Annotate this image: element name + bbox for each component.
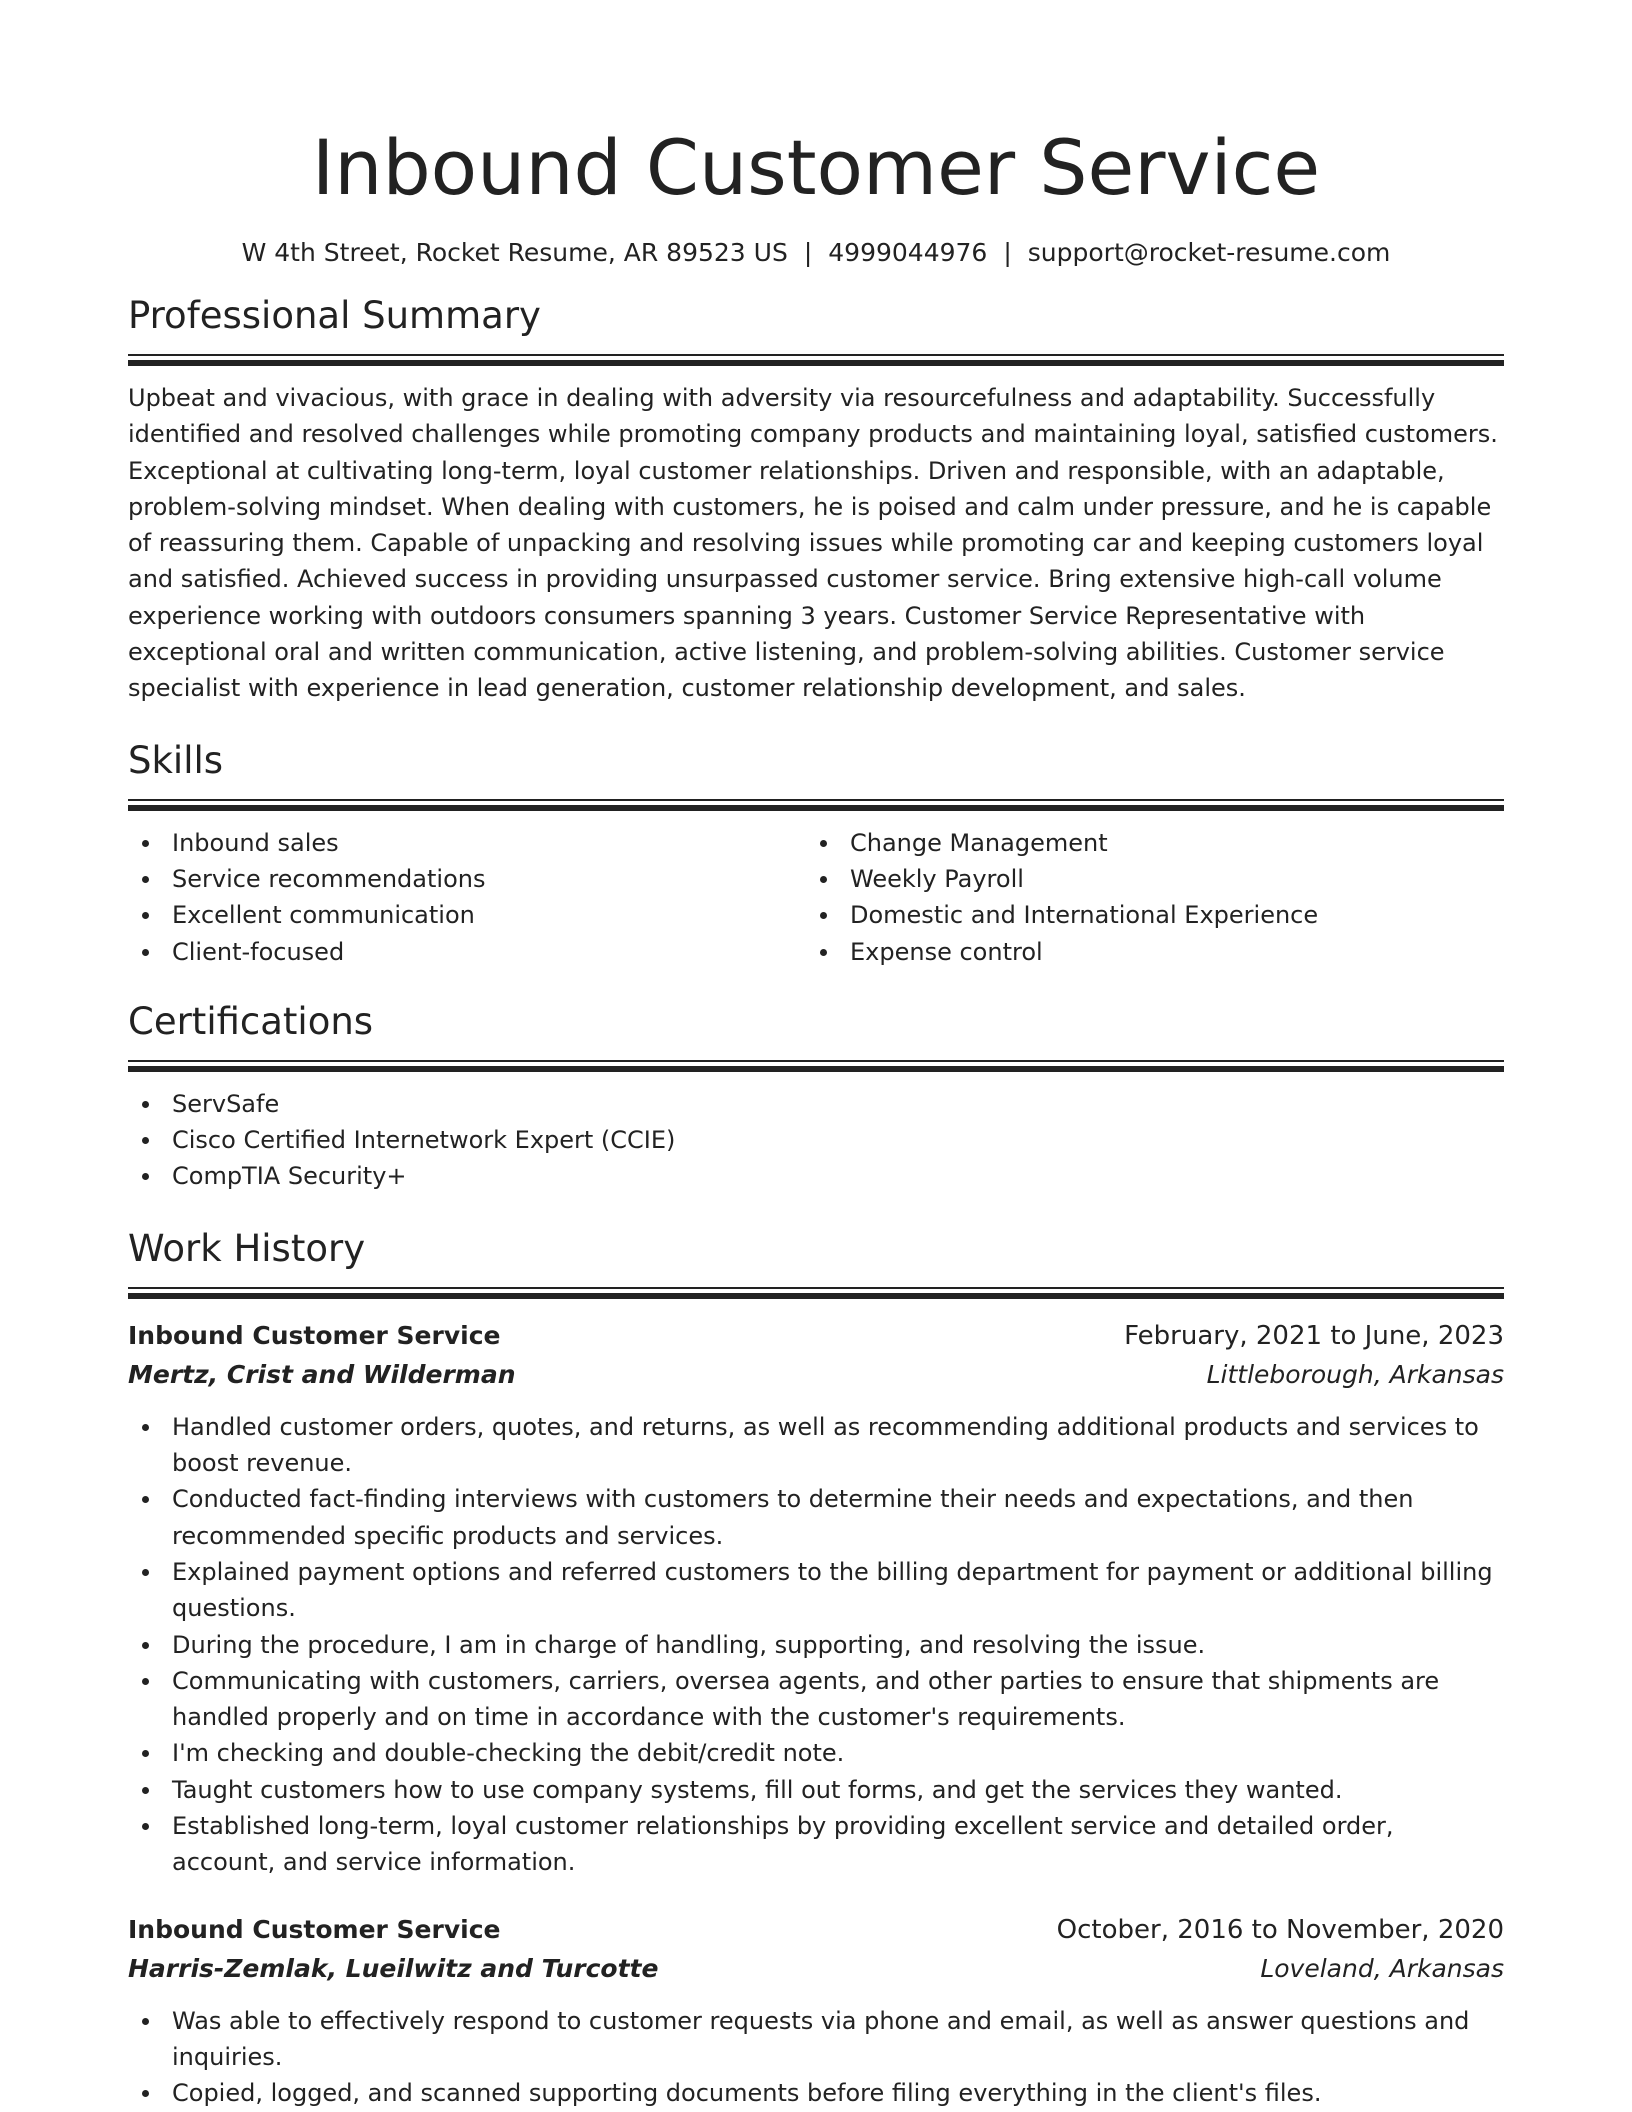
job-company: Mertz, Crist and Wilderman [128, 1359, 516, 1389]
certifications-list [128, 1086, 1504, 1195]
skill-item: Client-focused [128, 934, 806, 970]
skills-grid [128, 825, 1504, 970]
job-entry [128, 1911, 1504, 2112]
skill-item: Weekly Payroll [806, 861, 1484, 897]
job-subheader [128, 1355, 1504, 1395]
job-bullet: Copied, logged, and scanned supporting documents before filing everything in the client's files. [128, 2075, 1504, 2111]
contact-address: W 4th Street, Rocket Resume, AR 89523 US [241, 238, 788, 267]
job-bullet: Conducted fact-finding interviews with customers to determine their needs and expectations, and then recommended specific products and services. [128, 1481, 1504, 1554]
summary-text: Upbeat and vivacious, with grace in dealing with adversity via resourcefulness and adaptability. Successfully identified and resolved challenges while promoting company products and maintaining loyal, satisfied customers. Exceptional at cultivating long-term, loyal customer relationships. Driven and responsible, with an adaptable, problem-solving mindset. When dealing with customers, he is poised and calm under pressure, and he is capable of reassuring them. Capable of unpacking and resolving issues while promoting car and keeping customers loyal and satisfied. Achieved success in providing unsurpassed customer service. Bring extensive high-call volume experience working with outdoors consumers spanning 3 years. Customer Service Representative with exceptional oral and written communication, active listening, and problem-solving abilities. Customer service specialist with experience in lead generation, customer relationship development, and sales. [128, 384, 1498, 703]
section-divider [128, 1287, 1504, 1299]
skill-item: Excellent communication [128, 897, 806, 933]
contact-phone: 4999044976 [828, 238, 988, 267]
section-divider [128, 799, 1504, 811]
skill-item: Expense control [806, 934, 1484, 970]
job-bullet-list [128, 1409, 1504, 1881]
contact-line [128, 236, 1504, 270]
section-divider [128, 1060, 1504, 1072]
skill-item: Domestic and International Experience [806, 897, 1484, 933]
job-location: Loveland, Arkansas [1260, 1953, 1504, 1983]
job-entry [128, 1317, 1504, 1881]
work-history-section [128, 1225, 1504, 2112]
job-bullet: Handled customer orders, quotes, and returns, as well as recommending additional products and services to boost revenue. [128, 1409, 1504, 1482]
skills-heading: Skills [128, 738, 224, 782]
job-bullet: Explained payment options and referred customers to the billing department for payment or additional billing questions. [128, 1554, 1504, 1627]
summary-heading: Professional Summary [128, 294, 541, 337]
job-bullet: Was able to effectively respond to customer requests via phone and email, as well as answer questions and inquiries. [128, 2003, 1504, 2076]
job-bullet: I'm checking and double-checking the debit/credit note. [128, 1735, 1504, 1771]
job-bullet: Established long-term, loyal customer relationships by providing excellent service and detailed order, account, and service information. [128, 1808, 1504, 1881]
certifications-section [128, 998, 1504, 1195]
work-history-heading: Work History [128, 1226, 366, 1270]
skill-item: Inbound sales [128, 825, 806, 861]
contact-separator: | [803, 238, 813, 267]
certification-item: Cisco Certified Internetwork Expert (CCIE) [128, 1122, 1504, 1158]
resume-page [128, 0, 1504, 2112]
job-header [128, 1317, 1504, 1355]
section-divider [128, 354, 1504, 366]
skill-item: Change Management [806, 825, 1484, 861]
certification-item: ServSafe [128, 1086, 1504, 1122]
job-bullet: Communicating with customers, carriers, oversea agents, and other parties to ensure that shipments are handled properly and on time in accordance with the customer's requirements. [128, 1663, 1504, 1736]
contact-email: support@rocket-resume.com [1027, 238, 1391, 267]
job-header [128, 1911, 1504, 1949]
job-title: Inbound Customer Service [128, 1320, 501, 1350]
contact-separator: | [1003, 238, 1012, 267]
certifications-heading: Certifications [128, 999, 374, 1043]
job-location: Littleborough, Arkansas [1206, 1359, 1504, 1389]
skills-section [128, 737, 1504, 970]
job-dates: February, 2021 to June, 2023 [1124, 1320, 1504, 1351]
skill-item: Service recommendations [128, 861, 806, 897]
summary-section [128, 292, 1504, 707]
skills-list-right [806, 825, 1484, 970]
job-title: Inbound Customer Service [128, 1914, 501, 1944]
job-dates: October, 2016 to November, 2020 [1056, 1914, 1504, 1945]
job-subheader [128, 1949, 1504, 1989]
resume-name: Inbound Customer Service [311, 123, 1321, 212]
certification-item: CompTIA Security+ [128, 1158, 1504, 1194]
job-company: Harris-Zemlak, Lueilwitz and Turcotte [128, 1953, 659, 1983]
job-bullet: During the procedure, I am in charge of handling, supporting, and resolving the issue. [128, 1627, 1504, 1663]
job-bullet: Taught customers how to use company systems, fill out forms, and get the services they wanted. [128, 1772, 1504, 1808]
job-bullet-list [128, 2003, 1504, 2112]
skills-list-left [128, 825, 806, 970]
